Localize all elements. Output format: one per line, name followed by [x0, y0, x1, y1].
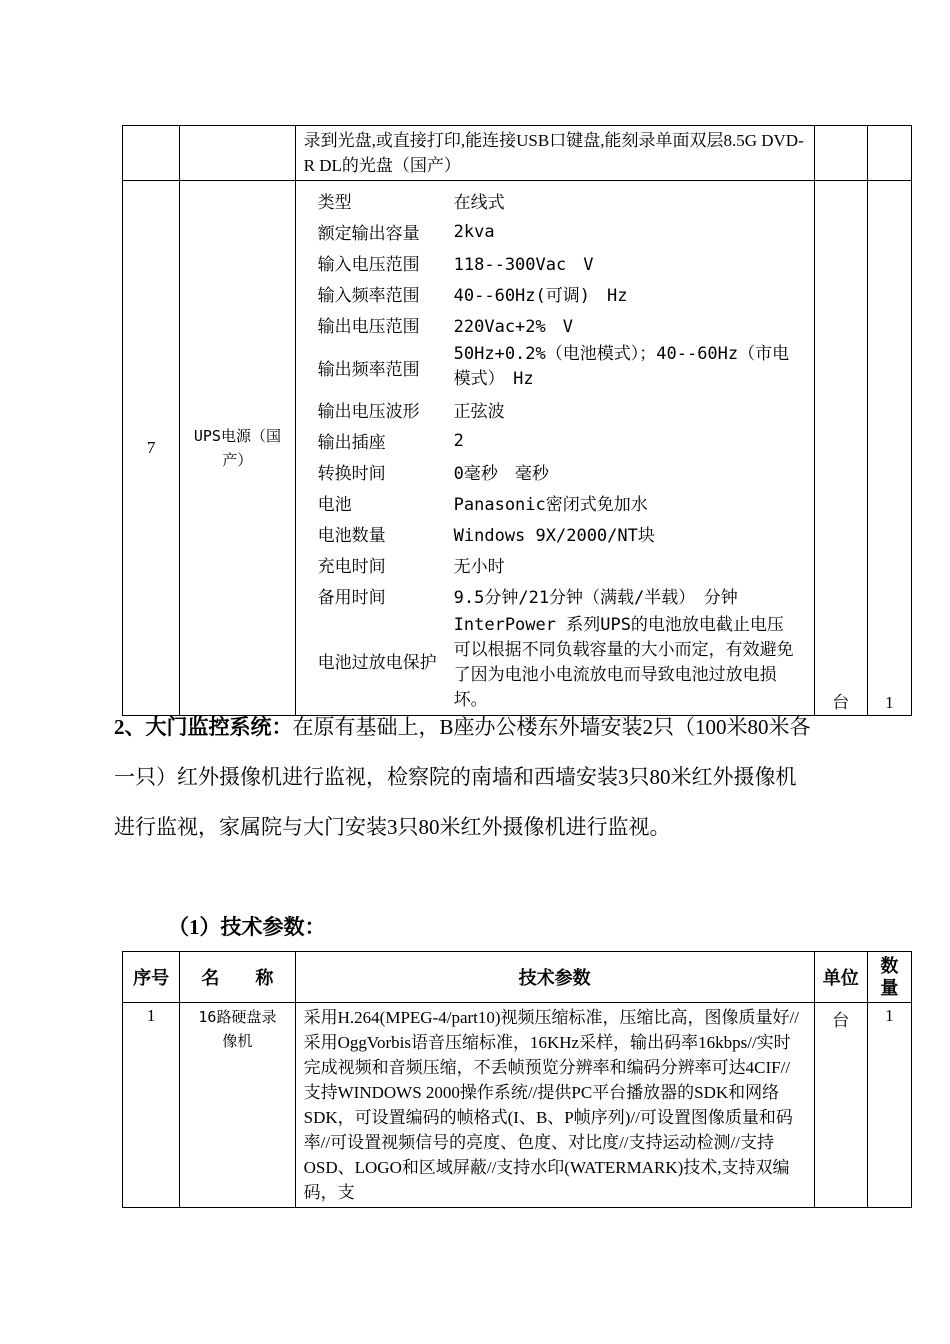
- continuation-text: 录到光盘,或直接打印,能连接USB口键盘,能刻录单面双层8.5G DVD-R DL的光盘（国产）: [303, 131, 804, 175]
- spec-row: [296, 487, 814, 518]
- table-row: [123, 126, 912, 181]
- unit-value: 台: [832, 1011, 850, 1030]
- unit-value: 台: [832, 693, 850, 712]
- seq-cell: [123, 1003, 180, 1208]
- table-row: [123, 1003, 912, 1208]
- spec-value: InterPower 系列UPS的电池放电截止电压可以根据不同负载容量的大小而定，有效避免了因为电池小电流放电而导致电池过放电损坏。: [453, 615, 794, 710]
- spec-row: [296, 247, 814, 278]
- spec-value: 50Hz+0.2%（电池模式）；40--60Hz（市电模式） Hz: [453, 344, 790, 389]
- spec-value: Windows 9X/2000/NT块: [453, 526, 655, 546]
- spec-key: 输入频率范围: [317, 286, 420, 306]
- qty-cell: [867, 126, 911, 181]
- spec-row: [296, 340, 814, 394]
- header-name: 名 称: [180, 952, 295, 1003]
- unit-cell: [814, 181, 867, 716]
- spec-cell: [295, 126, 814, 181]
- seq-value: 1: [146, 1006, 156, 1025]
- item-name: UPS电源（国产）: [193, 427, 281, 469]
- spec-row: [296, 185, 814, 216]
- spec-key: 输出电压波形: [317, 402, 420, 422]
- subheading: （1）技术参数：: [168, 915, 326, 939]
- table-header-row: [123, 952, 912, 1003]
- spec-key: 额定输出容量: [317, 224, 420, 244]
- header-qty: 数量: [867, 952, 911, 1003]
- section-paragraph: [114, 702, 814, 852]
- spec-key: 备用时间: [317, 588, 386, 608]
- spec-key: 充电时间: [317, 557, 386, 577]
- seq-value: 7: [146, 438, 156, 457]
- section-body: 在原有基础上，B座办公楼东外墙安装2只（100米80米各一只）红外摄像机进行监视，检察院的南墙和西墙安装3只80米红外摄像机进行监视，家属院与大门安装3只80米红外摄像机进行监视。: [114, 715, 811, 839]
- spec-value: 在线式: [453, 193, 505, 213]
- spec-value: 220Vac+2% V: [453, 317, 573, 337]
- qty-value: 1: [885, 1006, 894, 1025]
- unit-cell: [814, 126, 867, 181]
- spec-row: [296, 611, 814, 715]
- seq-cell: [123, 126, 180, 181]
- name-cell: [180, 1003, 295, 1208]
- spec-key: 电池数量: [317, 526, 386, 546]
- spec-value: 正弦波: [453, 402, 505, 422]
- section-heading: 2、大门监控系统：: [114, 715, 293, 739]
- spec-row: [296, 278, 814, 309]
- spec-value: 2: [453, 430, 464, 451]
- spec-cell: [295, 181, 814, 716]
- spec-value: Panasonic密闭式免加水: [453, 495, 648, 515]
- qty-value: 1: [885, 693, 894, 712]
- spec-value: 无小时: [453, 557, 505, 577]
- name-cell: [180, 126, 295, 181]
- spec-value: 2kva: [453, 221, 495, 242]
- equipment-table-1: [122, 125, 912, 716]
- unit-cell: [814, 1003, 867, 1208]
- spec-value: 9.5分钟/21分钟（满载/半载） 分钟: [453, 588, 738, 608]
- spec-key: 电池: [317, 495, 352, 515]
- spec-text: 采用H.264(MPEG-4/part10)视频压缩标准，压缩比高，图像质量好//采用OggVorbis语音压缩标准，16KHz采样，输出码率16kbps//实时完成视频和音频压缩，不丢帧预览分辨率和编码分辨率可达4CIF//支持WINDOWS 2000操作系统//提供PC平台播放器的SDK和网络SDK，可设置编码的帧格式(I、B、P帧序列)//可设置图像质量和码率//可设置视频信号的亮度、色度、对比度//支持运动检测//支持OSD、LOGO和区域屏蔽//支持水印(WATERMARK)技术,支持双编码，支: [303, 1008, 799, 1202]
- spec-cell: [295, 1003, 814, 1208]
- spec-key: 输出插座: [317, 433, 386, 453]
- header-unit: 单位: [814, 952, 867, 1003]
- item-name: 16路硬盘录像机: [198, 1008, 277, 1050]
- header-spec: 技术参数: [295, 952, 814, 1003]
- spec-row: [296, 309, 814, 340]
- table-row: [123, 181, 912, 716]
- qty-cell: [867, 181, 911, 716]
- qty-cell: [867, 1003, 911, 1208]
- seq-cell: [123, 181, 180, 716]
- name-cell: [180, 181, 295, 716]
- spec-key: 输出电压范围: [317, 317, 420, 337]
- spec-key: 输入电压范围: [317, 255, 420, 275]
- spec-value: 40--60Hz(可调) Hz: [453, 286, 628, 306]
- spec-row: [296, 580, 814, 611]
- spec-key: 输出频率范围: [317, 359, 420, 380]
- spec-row: [296, 549, 814, 580]
- spec-row: [296, 425, 814, 456]
- spec-key: 类型: [317, 193, 352, 213]
- spec-key: 电池过放电保护: [317, 652, 437, 673]
- spec-row: [296, 394, 814, 425]
- spec-value: 118--300Vac V: [453, 255, 594, 275]
- header-seq: 序号: [123, 952, 180, 1003]
- spec-row: [296, 456, 814, 487]
- equipment-table-2: [122, 951, 912, 1208]
- spec-row: [296, 518, 814, 549]
- spec-row: [296, 216, 814, 247]
- spec-list: [296, 185, 814, 715]
- spec-key: 转换时间: [317, 464, 386, 484]
- spec-value: 0毫秒 毫秒: [453, 464, 549, 484]
